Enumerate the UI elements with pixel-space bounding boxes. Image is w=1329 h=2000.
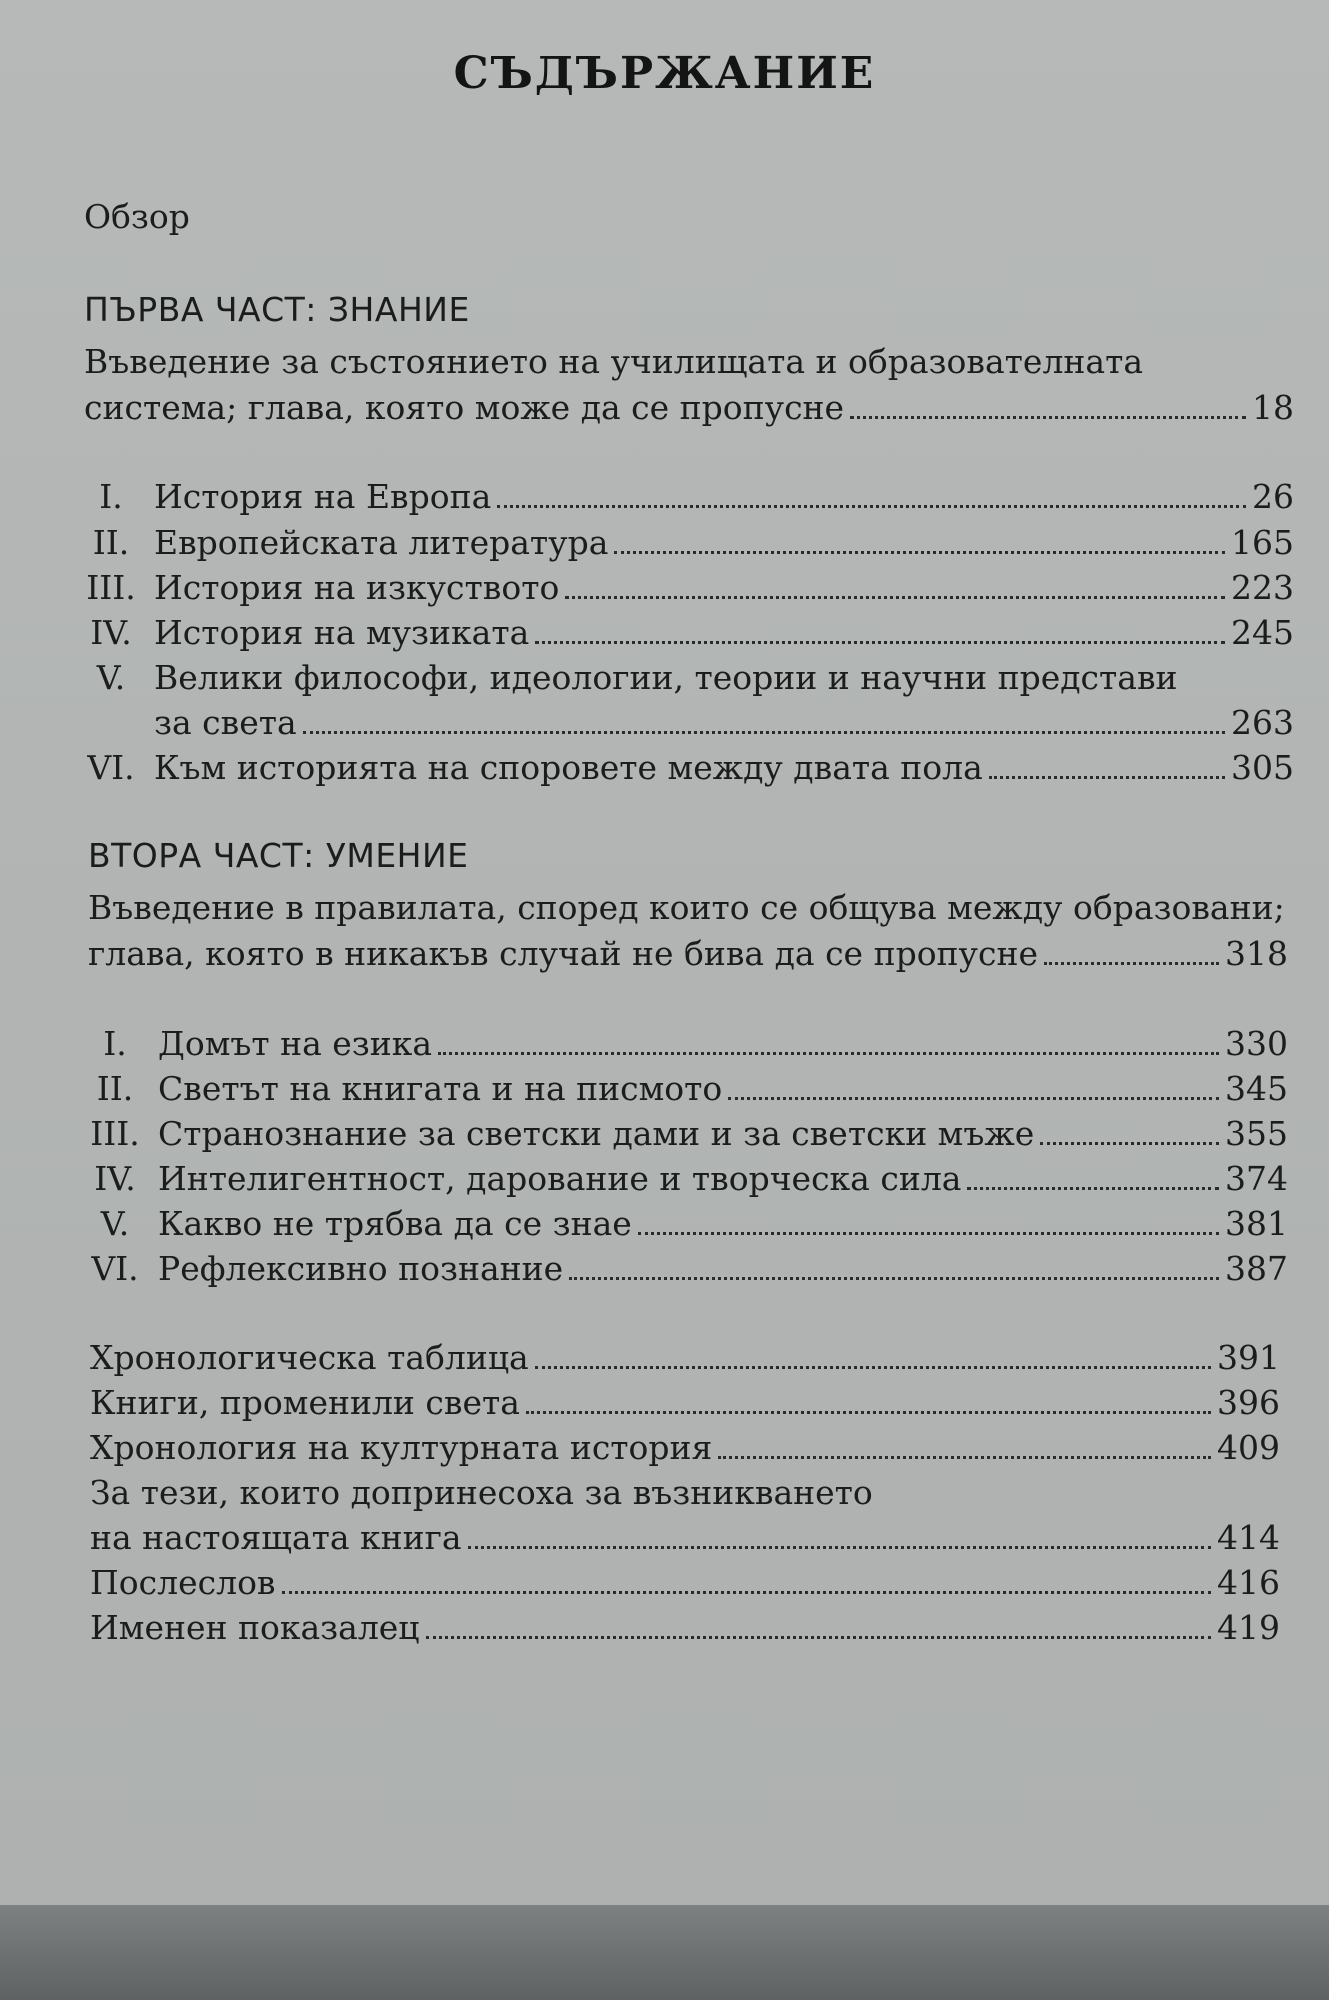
appendix-title: Книги, променили света xyxy=(90,1383,520,1422)
leader-dots xyxy=(614,551,1225,554)
leader-dots xyxy=(468,1546,1211,1549)
chapter-page: 245 xyxy=(1231,613,1294,652)
toc-entry xyxy=(90,1563,1280,1603)
chapter-page: 374 xyxy=(1225,1159,1288,1198)
appendix-title-continued: на настоящата книга xyxy=(90,1518,462,1557)
page-title: СЪДЪРЖАНИЕ xyxy=(453,48,876,99)
chapter-page: 223 xyxy=(1231,568,1294,607)
chapter-page: 345 xyxy=(1225,1069,1288,1108)
toc-entry-continued xyxy=(90,1518,1280,1558)
chapter-number: II. xyxy=(96,1069,134,1108)
chapter-title: Към историята на споровете между двата пола xyxy=(154,748,983,787)
part1-intro-line2: система; глава, която може да се пропусне xyxy=(84,388,845,427)
toc-entry xyxy=(72,1249,1288,1289)
toc-entry xyxy=(90,1473,1280,1513)
chapter-title: Интелигентност, дарование и творческа сила xyxy=(158,1159,962,1198)
chapter-title: Велики философи, идеологии, теории и научни представи xyxy=(154,658,1178,697)
toc-entry xyxy=(90,1428,1280,1468)
chapter-number: II. xyxy=(92,523,130,562)
leader-dots xyxy=(282,1591,1211,1594)
appendix-title: Послеслов xyxy=(90,1563,276,1602)
leader-dots xyxy=(438,1052,1219,1055)
chapter-title: Странознание за светски дами и за светски мъже xyxy=(158,1114,1035,1153)
toc-entry xyxy=(72,1204,1288,1244)
toc-entry xyxy=(90,1338,1280,1378)
chapter-title: История на изкуството xyxy=(154,568,560,607)
leader-dots xyxy=(1040,1142,1219,1145)
part2-intro-page: 318 xyxy=(1225,934,1288,973)
chapter-page: 355 xyxy=(1225,1114,1288,1153)
toc-entry xyxy=(68,748,1294,788)
chapter-number: IV. xyxy=(94,1159,136,1198)
chapter-page: 26 xyxy=(1252,477,1294,516)
appendix-title: Хронология на културната история xyxy=(90,1428,713,1467)
toc-entry xyxy=(68,613,1294,653)
toc-entry xyxy=(68,477,1294,517)
leader-dots xyxy=(967,1187,1219,1190)
chapter-title-continued: за света xyxy=(154,703,297,742)
chapter-page: 387 xyxy=(1225,1249,1288,1288)
leader-dots xyxy=(565,596,1225,599)
appendix-page: 409 xyxy=(1217,1428,1280,1467)
chapter-number: VI. xyxy=(87,748,135,787)
toc-entry xyxy=(68,523,1294,563)
toc-entry xyxy=(72,1024,1288,1064)
toc-entry xyxy=(90,1608,1280,1648)
leader-dots xyxy=(850,416,1246,419)
appendix-title: За тези, които допринесоха за възникването xyxy=(90,1473,873,1512)
leader-dots xyxy=(535,641,1225,644)
leader-dots xyxy=(989,776,1225,779)
leader-dots xyxy=(497,505,1246,508)
chapter-title: Рефлексивно познание xyxy=(158,1249,564,1288)
chapter-page: 305 xyxy=(1231,748,1294,787)
chapter-page: 165 xyxy=(1231,523,1294,562)
chapter-number: VI. xyxy=(91,1249,139,1288)
chapter-title: Светът на книгата и на писмото xyxy=(158,1069,723,1108)
chapter-title: История на Европа xyxy=(154,477,492,516)
appendix-page: 396 xyxy=(1217,1383,1280,1422)
toc-entry xyxy=(72,1114,1288,1154)
part1-intro-line1: Въведение за състоянието на училищата и образователната xyxy=(84,342,1144,381)
part1-heading: ПЪРВА ЧАСТ: ЗНАНИЕ xyxy=(84,290,470,329)
leader-dots xyxy=(569,1277,1219,1280)
chapter-page: 263 xyxy=(1231,703,1294,742)
part2-intro-entry xyxy=(88,934,1288,974)
chapter-number: I. xyxy=(99,477,123,516)
part1-intro-page: 18 xyxy=(1252,388,1294,427)
toc-entry xyxy=(90,1383,1280,1423)
toc-entry xyxy=(72,1159,1288,1199)
chapter-number: IV. xyxy=(90,613,132,652)
chapter-title: Европейската литература xyxy=(154,523,609,562)
toc-entry xyxy=(68,568,1294,608)
chapter-title: История на музиката xyxy=(154,613,530,652)
part2-heading: ВТОРА ЧАСТ: УМЕНИЕ xyxy=(88,836,469,875)
leader-dots xyxy=(728,1097,1219,1100)
leader-dots xyxy=(303,731,1225,734)
appendix-page: 414 xyxy=(1217,1518,1280,1557)
chapter-number: III. xyxy=(90,1114,140,1153)
appendix-title: Именен показалец xyxy=(90,1608,420,1647)
chapter-number: III. xyxy=(86,568,136,607)
toc-entry-continued xyxy=(154,703,1294,743)
part1-intro-entry xyxy=(84,388,1294,428)
leader-dots xyxy=(526,1411,1211,1414)
part2-intro-line2: глава, която в никакъв случай не бива да се пропусне xyxy=(88,934,1038,973)
toc-entry xyxy=(68,658,1294,698)
leader-dots xyxy=(1044,962,1219,965)
chapter-page: 381 xyxy=(1225,1204,1288,1243)
leader-dots xyxy=(638,1232,1219,1235)
leader-dots xyxy=(535,1366,1211,1369)
appendix-page: 419 xyxy=(1217,1608,1280,1647)
page-bottom-shadow xyxy=(0,1905,1329,2000)
chapter-title: Какво не трябва да се знае xyxy=(158,1204,632,1243)
overview-label: Обзор xyxy=(84,197,190,236)
appendix-title: Хронологическа таблица xyxy=(90,1338,529,1377)
chapter-title: Домът на езика xyxy=(158,1024,433,1063)
chapter-page: 330 xyxy=(1225,1024,1288,1063)
chapter-number: V. xyxy=(96,658,126,697)
appendix-page: 391 xyxy=(1217,1338,1280,1377)
leader-dots xyxy=(718,1456,1211,1459)
chapter-number: I. xyxy=(103,1024,127,1063)
leader-dots xyxy=(426,1636,1211,1639)
chapter-number: V. xyxy=(100,1204,130,1243)
toc-entry xyxy=(72,1069,1288,1109)
part2-intro-line1: Въведение в правилата, според които се общува между образовани; xyxy=(88,888,1285,927)
appendix-page: 416 xyxy=(1217,1563,1280,1602)
